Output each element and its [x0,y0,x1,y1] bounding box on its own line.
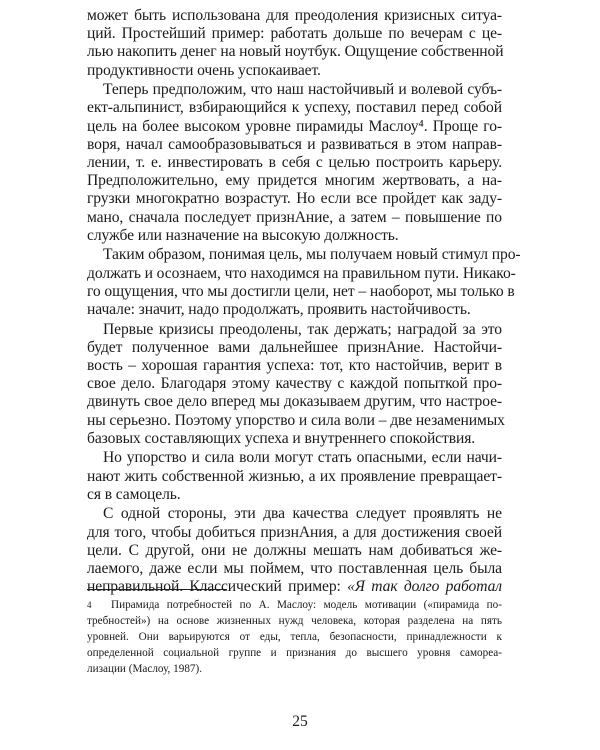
body-line: будет полученное вами дальнейшее признАние. Настойчи- [87,338,502,356]
footnote-line: требностей») на основе жизненных нужд человека, которая разделена на пять [87,615,502,627]
body-line: мано, сначала последует признАние, а затем – повышение по [87,208,502,226]
body-line: должать и осознаем, что находимся на правильном пути. Никако- [87,264,516,282]
body-line: ций. Простейший пример: работать дольше по вечерам с це- [87,25,502,43]
body-line: начале: значит, надо продолжать, проявить настойчивость. [87,301,471,318]
body-line: Но упорство и сила воли могут стать опасными, если начи- [103,449,502,467]
footnote-divider [87,589,227,590]
body-line: го ощущения, что мы достигли цели, нет – наоборот, мы только в [87,282,515,300]
body-line: Теперь предположим, что наш настойчивый и волевой субъ- [103,81,502,99]
body-line: службе или назначение на высокую должность. [87,226,399,244]
body-line: ся в самоцель. [87,485,181,503]
body-line: продуктивности очень успокаивает. [87,61,321,79]
body-line: лении, т. е. инвестировать в себя с целью построить карьеру. [87,154,502,171]
footnote-line: уровней. Они варьируются от еды, тепла, безопасности, принадлежности к [87,631,502,643]
footnote-line: определенной социальной группе и признания до высшего уровня самореа- [87,647,502,659]
quote-start: «Я так долго работал [347,578,502,596]
footnote-line: лизации (Маслоу, 1987). [87,663,203,675]
body-line: лаемого, даже если мы поймем, что поставленная цель была [87,560,502,577]
footnote-text: Пирамида потребностей по А. Маслоу: модель мотивации («пирамида по- [111,599,502,611]
body-line: свое дело. Благодаря этому качеству с каждой попыткой про- [87,375,502,393]
body-line [87,577,502,597]
body-line: ны серьезно. Поэтому упорство и сила воли – две незаменимых [87,411,505,429]
body-line: вость – хорошая гарантия успеха: тот, кто настойчив, верит в [87,357,502,374]
body-line: нают жить собственной жизнью, а их проявление превращает- [87,467,502,485]
body-line: ект-альпинист, взбирающийся к успеху, поставил перед собой [87,99,502,117]
body-line: двинуть свое дело вперед мы доказываем другим, что настрое- [87,393,502,411]
body-line-text: неправильной. Классический пример: [87,578,348,596]
body-line: Предположительно, ему придется многим жертвовать, а на- [87,172,502,190]
body-line: воря, начал самообразовываться и развиваться в этом направ- [87,135,502,153]
page-number: 25 [292,713,308,730]
body-line: грузки многократно возрастут. Но если все пройдет как заду- [87,190,502,208]
footnote-line [87,598,502,613]
body-line: базовых составляющих успеха и внутреннего спокойствия. [87,429,476,447]
body-line: лью накопить денег на новый ноутбук. Ощущение собственной [87,43,504,61]
body-line: для того, чтобы добиться признАния, а для достижения своей [87,523,502,541]
body-line: Первые кризисы преодолены, так держать; наградой за это [103,320,502,338]
body-line: цели. С другой, они не должны мешать нам добиваться же- [87,541,502,559]
body-line: Таким образом, понимая цель, мы получаем новый стимул про- [103,246,521,264]
body-line: С одной стороны, эти два качества следует проявлять не [103,505,502,523]
body-line: может быть использована для преодоления кризисных ситуа- [87,7,502,24]
body-line: цель на более высоком уровне пирамиды Маслоу⁴. Проще го- [87,117,502,135]
footnote-marker: 4 [87,600,92,610]
